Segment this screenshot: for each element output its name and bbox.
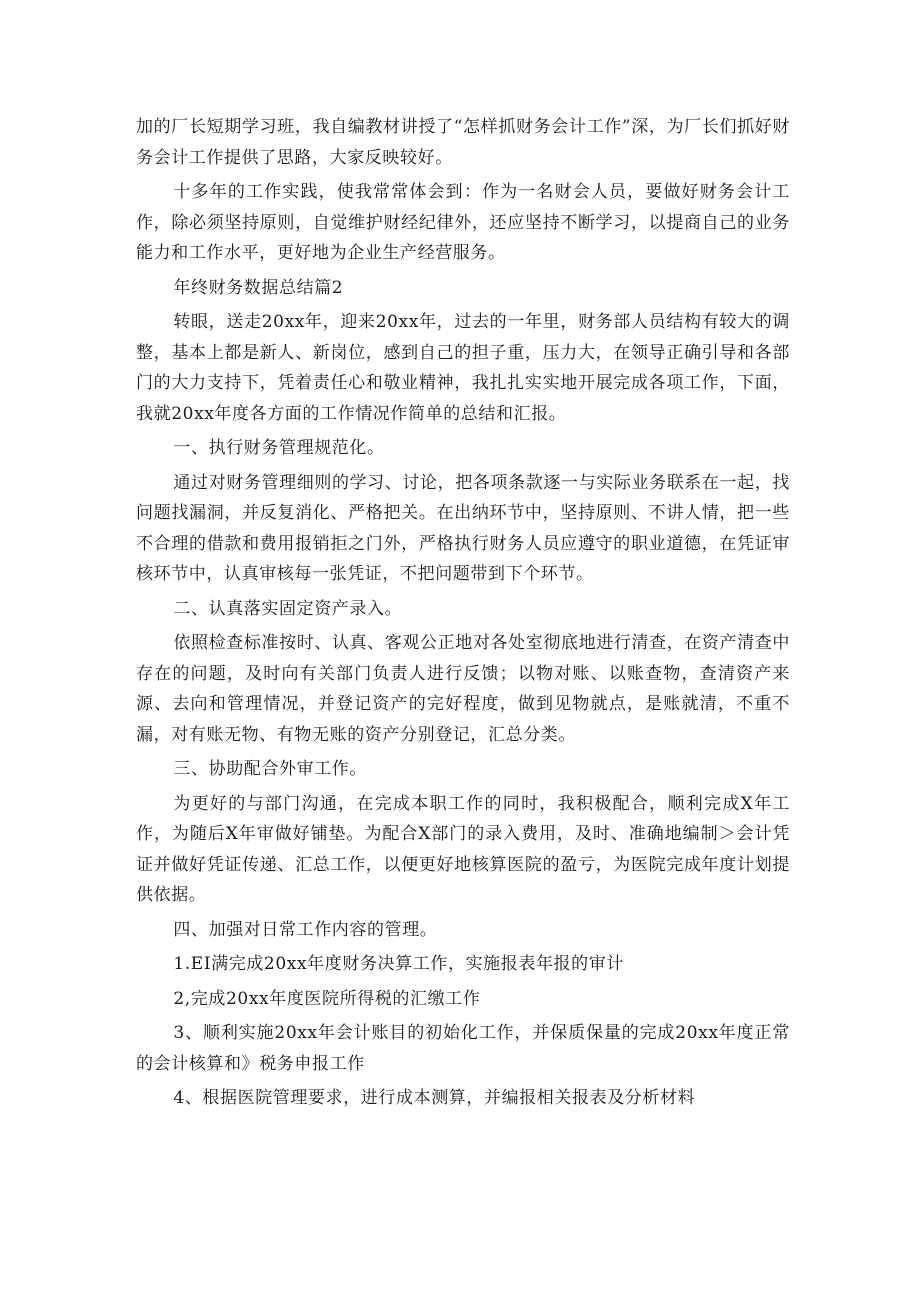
paragraph-section-2: 依照检查标准按时、认真、客观公正地对各处室彻底地进行清查，在资产清查中存在的问题，及时向有关部门负责人进行反馈；以物对账、以账查物，查清资产来源、去向和管理情况，并登记资产的完好程度，做到见物就点，是账就清，不重不漏，对有账无物、有物无账的资产分别登记，汇总分类。 <box>136 633 790 745</box>
heading-section-2: 二、认真落实固定资产录入。 <box>173 598 403 619</box>
list-item-4: 4、根据医院管理要求，进行成本测算，并编报相关报表及分析材料 <box>173 1088 696 1108</box>
list-item-3: 3、顺利实施20xx年会计账目的初始化工作，并保质保量的完成20xx年度正常的会计核算和》税务申报工作 <box>136 1023 790 1074</box>
list-item-1: 1.EI满完成20xx年度财务决算工作，实施报表年报的审计 <box>173 954 624 974</box>
paragraph-intro-continuation: 加的厂长短期学习班，我自编教材讲授了“怎样抓财务会计工作”深，为厂长们抓好财务会计工作提供了思路，大家反映较好。 <box>136 117 790 168</box>
paragraph-section-1: 通过对财务管理细则的学习、讨论，把各项条款逐一与实际业务联系在一起，找问题找漏洞，并反复消化、严格把关。在出纳环节中，坚持原则、不讲人情，把一些不合理的借款和费用报销拒之门外，严格执行财务人员应遵守的职业道德，在凭证审核环节中，认真审核每一张凭证，不把问题带到下个环节。 <box>136 472 790 584</box>
paragraph-section-3: 为更好的与部门沟通，在完成本职工作的同时，我积极配合，顺利完成X年工作，为随后X年审做好铺垫。为配合X部门的录入费用，及时、准确地编制＞会计凭证并做好凭证传递、汇总工作，以便更好地核算医院的盈亏，为医院完成年度计划提供依据。 <box>136 793 790 905</box>
paragraph-year-overview: 转眼，送走20xx年，迎来20xx年，过去的一年里，财务部人员结构有较大的调整，基本上都是新人、新岗位，感到自己的担子重，压力大，在领导正确引导和各部门的大力支持下，凭着责任心和敬业精神，我扎扎实实地开展完成各项工作，下面，我就20xx年度各方面的工作情况作简单的总结和汇报。 <box>136 312 790 424</box>
heading-section-4: 四、加强对日常工作内容的管理。 <box>173 919 438 940</box>
paragraph-work-experience: 十多年的工作实践，使我常常体会到：作为一名财会人员，要做好财务会计工作，除必须坚持原则，自觉维护财经纪律外，还应坚持不断学习，以提商自己的业务能力和工作水平，更好地为企业生产经营服务。 <box>136 182 790 263</box>
document-body <box>136 112 790 1118</box>
section-title: 年终财务数据总结篇2 <box>173 277 344 298</box>
heading-section-3: 三、协助配合外审工作。 <box>173 759 367 779</box>
list-item-2: 2,完成20xx年度医院所得税的汇缴工作 <box>173 988 481 1009</box>
heading-section-1: 一、执行财务管理规范化。 <box>173 438 385 458</box>
